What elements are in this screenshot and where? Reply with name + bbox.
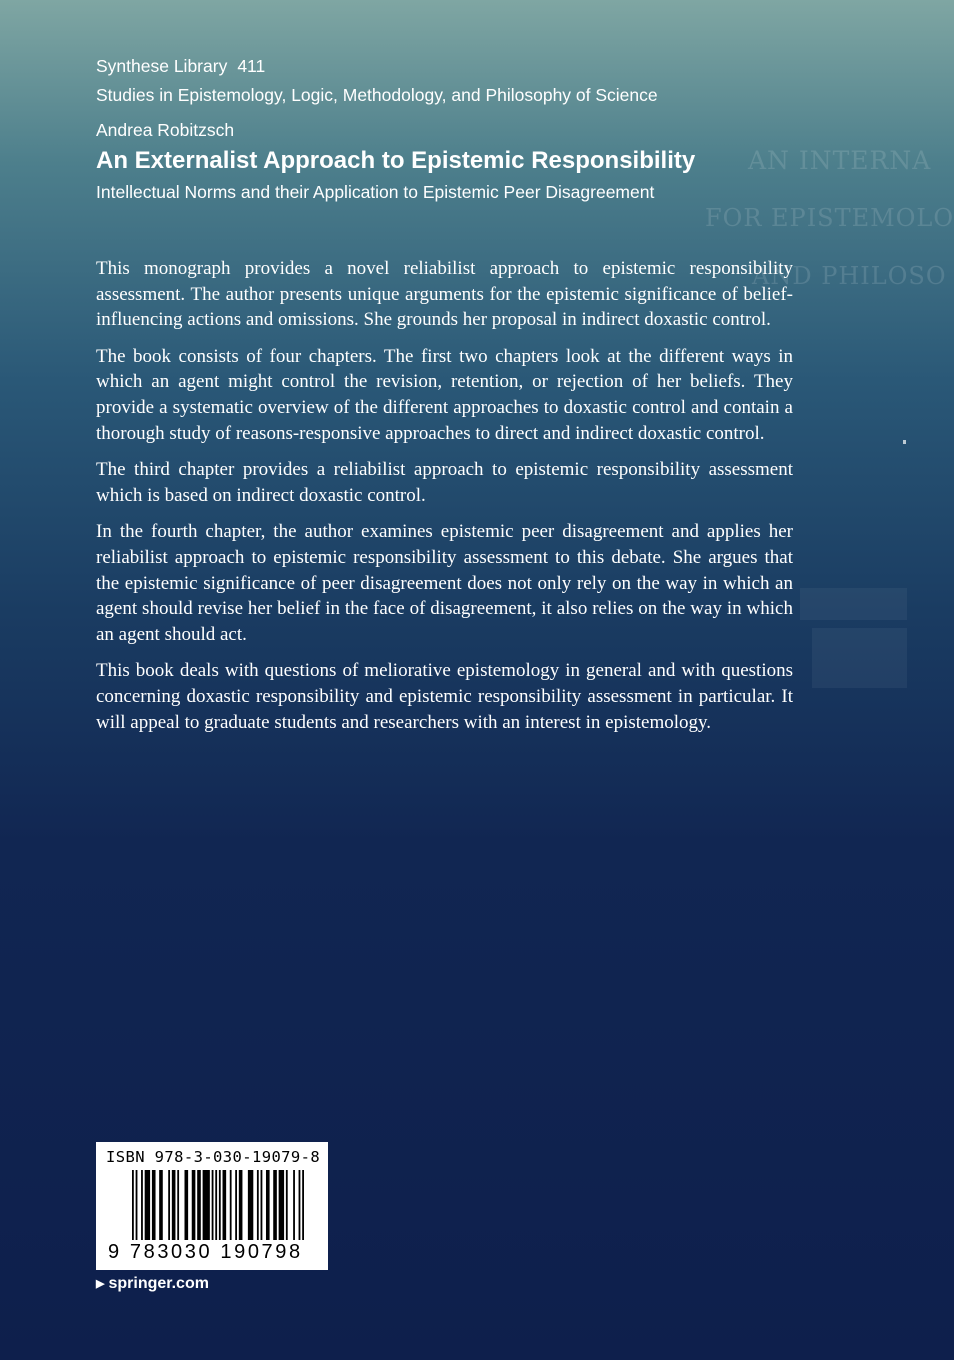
- watermark-block: [812, 628, 907, 688]
- description-paragraph: In the fourth chapter, the author examines epistemic peer disagreement and applies her reliabilist approach to epistemic responsibility assessment to this debate. She argues that the epistemic significance of peer disagreement does not only rely on the way in which an agent should revise her belief in the face of disagreement, it also relies on the way in which an agent should act.: [96, 521, 793, 645]
- series-subtitle: Studies in Epistemology, Logic, Methodology, and Philosophy of Science: [96, 85, 658, 105]
- barcode-bar: [192, 1170, 196, 1240]
- book-subtitle: Intellectual Norms and their Application to Epistemic Peer Disagreement: [96, 182, 655, 202]
- barcode-bar: [132, 1170, 134, 1240]
- watermark-tick: [903, 440, 906, 444]
- publisher-link[interactable]: [96, 1275, 209, 1293]
- watermark-line-1: AN INTERNA: [748, 146, 932, 175]
- cover-header: [96, 54, 816, 204]
- barcode-bar: [145, 1170, 150, 1240]
- barcode-bar: [302, 1170, 304, 1240]
- barcode-bar: [299, 1170, 301, 1240]
- barcode-bar: [212, 1170, 214, 1240]
- barcode-bar: [239, 1170, 243, 1240]
- barcode-bar: [197, 1170, 201, 1240]
- watermark-line-2: FOR EPISTEMOLO: [705, 204, 954, 232]
- barcode-bar: [266, 1170, 270, 1240]
- barcode-bar: [177, 1170, 179, 1240]
- barcode-bar: [223, 1170, 227, 1240]
- barcode-bar: [185, 1170, 189, 1240]
- barcode-bar: [172, 1170, 176, 1240]
- series-name: Synthese Library: [96, 56, 228, 76]
- barcode-bar: [230, 1170, 232, 1240]
- watermark-block: [800, 588, 907, 620]
- description-paragraph: The third chapter provides a reliabilist approach to epistemic responsibility assessment which is based on indirect doxastic control.: [96, 459, 793, 506]
- barcode-bar: [279, 1170, 284, 1240]
- book-author: Andrea Robitzsch: [96, 120, 235, 140]
- barcode-bar: [203, 1170, 210, 1240]
- barcode-bar: [152, 1170, 156, 1240]
- barcode-bar: [219, 1170, 221, 1240]
- book-description: [96, 256, 793, 746]
- barcode-digits: 9 783030 190798: [108, 1241, 303, 1263]
- series-volume: 411: [237, 56, 266, 76]
- barcode-bar: [215, 1170, 217, 1240]
- description-paragraph: This monograph provides a novel reliabilist approach to epistemic responsibility assessment. The author presents unique arguments for the epistemic significance of belief-influencing actions and omissions. She grounds her proposal in indirect doxastic control.: [96, 258, 793, 331]
- description-paragraph: The book consists of four chapters. The first two chapters look at the different ways in which an agent might control the revision, retention, or rejection of her beliefs. They provide a systematic overview of the different approaches to doxastic control and contain a thorough study of reasons-responsive approaches to direct and indirect doxastic control.: [96, 345, 793, 444]
- barcode-bar: [261, 1170, 263, 1240]
- barcode-bar: [273, 1170, 277, 1240]
- barcode-bar: [286, 1170, 288, 1240]
- barcode-bar: [168, 1170, 170, 1240]
- watermark-line-3: AND PHILOSO: [752, 262, 947, 290]
- barcode-bar: [136, 1170, 138, 1240]
- publisher-website: springer.com: [108, 1275, 209, 1292]
- barcode-bar: [293, 1170, 295, 1240]
- barcode-bar: [248, 1170, 253, 1240]
- description-paragraph: This book deals with questions of meliorative epistemology in general and with questions concerning doxastic responsibility and epistemic responsibility assessment in particular. It will appeal to graduate students and researchers with an interest in epistemology.: [96, 660, 793, 733]
- barcode-bars: [132, 1170, 304, 1240]
- barcode-bar: [235, 1170, 237, 1240]
- book-title: An Externalist Approach to Epistemic Responsibility: [96, 147, 696, 174]
- isbn-label: ISBN 978-3-030-19079-8: [106, 1148, 321, 1166]
- series-line: [96, 54, 816, 78]
- isbn-barcode: [96, 1142, 328, 1270]
- triangle-right-icon: ▶: [96, 1278, 105, 1290]
- barcode-bar: [159, 1170, 163, 1240]
- barcode-bar: [257, 1170, 259, 1240]
- barcode-bar: [141, 1170, 143, 1240]
